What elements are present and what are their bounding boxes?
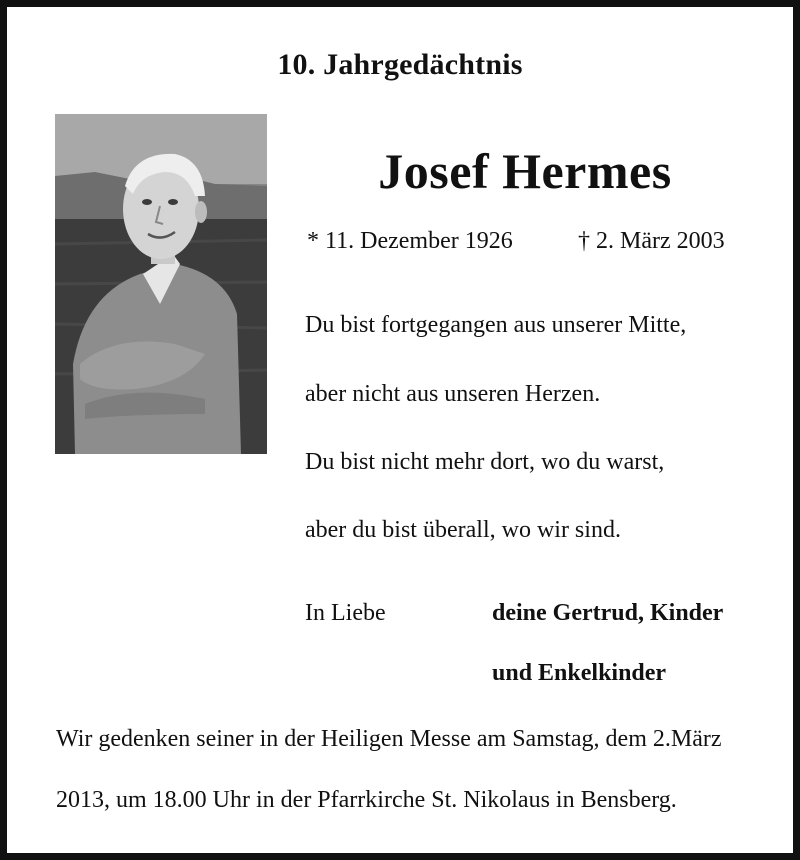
poem-line: aber du bist überall, wo wir sind. bbox=[305, 517, 621, 543]
death-date: † 2. März 2003 bbox=[578, 228, 725, 254]
portrait-photo bbox=[55, 114, 267, 454]
closing-phrase: In Liebe bbox=[305, 600, 386, 626]
memorial-service-text: Wir gedenken seiner in der Heiligen Messe am Samstag, dem 2.März bbox=[56, 726, 722, 752]
poem-line: Du bist nicht mehr dort, wo du warst, bbox=[305, 449, 665, 475]
poem-line: aber nicht aus unseren Herzen. bbox=[305, 381, 601, 407]
anniversary-heading: 10. Jahrgedächtnis bbox=[277, 48, 523, 81]
birth-date: * 11. Dezember 1926 bbox=[307, 228, 513, 254]
deceased-name: Josef Hermes bbox=[378, 143, 672, 199]
signers-line: deine Gertrud, Kinder bbox=[492, 600, 724, 626]
poem-line: Du bist fortgegangen aus unserer Mitte, bbox=[305, 312, 687, 338]
signers-line: und Enkelkinder bbox=[492, 660, 667, 686]
memorial-service-text: 2013, um 18.00 Uhr in der Pfarrkirche St. Nikolaus in Bensberg. bbox=[56, 787, 677, 813]
